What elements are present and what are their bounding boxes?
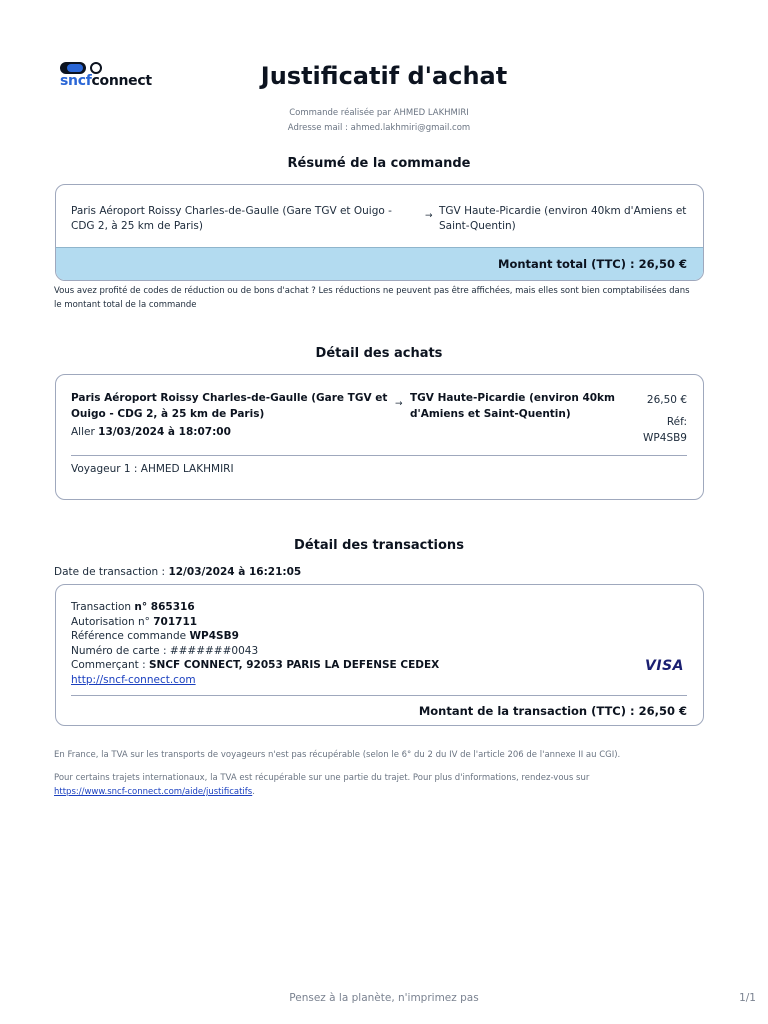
traveler: Voyageur 1 : AHMED LAKHMIRI bbox=[71, 463, 234, 475]
purchases-heading: Détail des achats bbox=[315, 346, 443, 361]
order-by: Commande réalisée par AHMED LAKHMIRI bbox=[289, 108, 469, 118]
merchant: Commerçant : SNCF CONNECT, 92053 PARIS LA DEFENSE CEDEX bbox=[71, 659, 440, 672]
vat-note: En France, la TVA sur les transports de voyageurs n'est pas récupérable (selon le 6° du 2 du IV de l'article 206 de l'annexe II au CGI). bbox=[54, 750, 621, 760]
transaction-details bbox=[71, 600, 439, 688]
discount-note: Vous avez profité de codes de réduction ou de bons d'achat ? Les réductions ne peuvent pas être affichées, mais elles sont bien comptabilisées dans le montant total de la commande bbox=[54, 286, 690, 310]
international-vat-note: Pour certains trajets internationaux, la TVA est récupérable sur une partie du trajet. Pour plus d'informations, rendez-vous sur https://www.sncf-connect.com/aide/justificatifs. bbox=[54, 773, 590, 797]
purchase-detail-card bbox=[55, 374, 704, 500]
transactions-heading: Détail des transactions bbox=[294, 538, 464, 553]
outbound-date: Aller 13/03/2024 à 18:07:00 bbox=[71, 426, 231, 438]
summary-origin: Paris Aéroport Roissy Charles-de-Gaulle (Gare TGV et Ouigo - CDG 2, à 25 km de Paris) bbox=[71, 205, 392, 232]
purchase-origin: Paris Aéroport Roissy Charles-de-Gaulle (Gare TGV et Ouigo - CDG 2, à 25 km de Paris) bbox=[71, 392, 388, 420]
visa-logo-icon: VISA bbox=[645, 658, 684, 674]
card-number: Numéro de carte : #######0043 bbox=[71, 644, 259, 657]
authorization-number: Autorisation n° 701711 bbox=[71, 615, 198, 628]
total-band bbox=[56, 247, 703, 280]
purchase-destination: TGV Haute-Picardie (environ 40km d'Amiens et Saint-Quentin) bbox=[410, 392, 615, 420]
order-summary-card bbox=[55, 184, 704, 281]
order-total: Montant total (TTC) : 26,50 € bbox=[498, 257, 687, 271]
planet-message: Pensez à la planète, n'imprimez pas bbox=[289, 992, 479, 1004]
page-number: 1/1 bbox=[739, 992, 756, 1004]
transaction-date: Date de transaction : 12/03/2024 à 16:21:05 bbox=[54, 566, 302, 578]
transaction-number: Transaction n° 865316 bbox=[71, 601, 195, 613]
ref-value: WP4SB9 bbox=[643, 432, 687, 444]
arrow-right-icon: → bbox=[425, 211, 433, 221]
order-reference: Référence commande WP4SB9 bbox=[71, 630, 239, 643]
summary-destination: TGV Haute-Picardie (environ 40km d'Amiens et Saint-Quentin) bbox=[439, 205, 687, 232]
summary-heading: Résumé de la commande bbox=[287, 156, 471, 171]
transaction-total: Montant de la transaction (TTC) : 26,50 € bbox=[418, 704, 687, 718]
purchase-price: 26,50 € bbox=[646, 394, 687, 406]
logo-wordmark: sncfconnect bbox=[60, 73, 152, 89]
merchant-link[interactable]: http://sncf-connect.com bbox=[71, 673, 196, 686]
ref-label: Réf: bbox=[666, 416, 687, 428]
divider bbox=[71, 695, 687, 696]
arrow-right-icon: → bbox=[395, 399, 403, 409]
page-title: Justificatif d'achat bbox=[260, 62, 508, 90]
transaction-card bbox=[55, 584, 704, 726]
divider bbox=[71, 455, 687, 456]
justificatifs-link[interactable]: https://www.sncf-connect.com/aide/justificatifs bbox=[54, 787, 253, 797]
email-address: Adresse mail : ahmed.lakhmiri@gmail.com bbox=[287, 123, 471, 133]
